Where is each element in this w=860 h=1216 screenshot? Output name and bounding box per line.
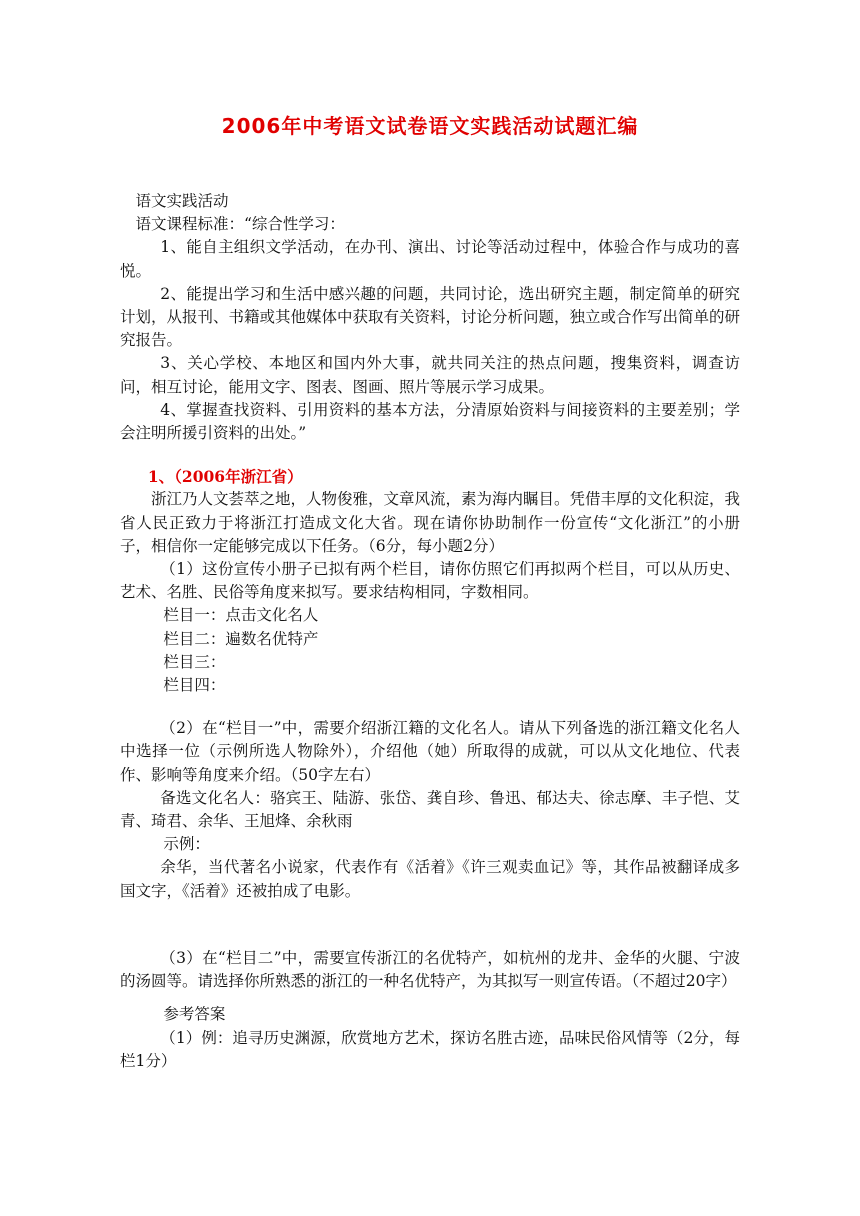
section-passage: 浙江乃人文荟萃之地，人物俊雅，文章风流，素为海内瞩目。凭借丰厚的文化积淀，我省人民正致力于将浙江打造成文化大省。现在请你协助制作一份宣传“文化浙江”的小册子，相信你一定能够完成以下任务。（6分，每小题2分） bbox=[120, 490, 741, 555]
column-1: 栏目一：点击文化名人 bbox=[163, 606, 319, 625]
intro-heading: 语文实践活动 bbox=[135, 192, 229, 210]
example-text: 余华，当代著名小说家，代表作有《活着》《许三观卖血记》等，其作品被翻译成多国文字，《活着》还被拍成了电影。 bbox=[120, 858, 740, 900]
document-body bbox=[120, 190, 740, 1073]
standard-item-3: 3、关心学校、本地区和国内外大事，就共同关注的热点问题，搜集资料，调查访问，相互讨论，能用文字、图表、图画、照片等展示学习成果。 bbox=[120, 354, 740, 396]
answer-1: （1）例：追寻历史渊源，欣赏地方艺术，探访名胜古迹，品味民俗风情等（2分，每栏1分） bbox=[120, 1028, 740, 1070]
standard-item-4: 4、掌握查找资料、引用资料的基本方法，分清原始资料与间接资料的主要差别；学会注明所援引资料的出处。” bbox=[120, 400, 740, 443]
question-2: （2）在“栏目一”中，需要介绍浙江籍的文化名人。请从下列备选的浙江籍文化名人中选择一位（示例所选人物除外），介绍他（她）所取得的成就，可以从文化地位、代表作、影响等角度来介绍。（50字左右） bbox=[120, 719, 740, 784]
column-3: 栏目三： bbox=[163, 652, 226, 671]
column-4: 栏目四： bbox=[163, 676, 226, 695]
question-3: （3）在“栏目二”中，需要宣传浙江的名优特产，如杭州的龙井、金华的火腿、宁波的汤圆等。请选择你所熟悉的浙江的一种名优特产，为其拟写一则宣传语。（不超过20字） bbox=[120, 948, 740, 991]
standard-item-2: 2、能提出学习和生活中感兴趣的问题，共同讨论，选出研究主题，制定简单的研究计划，从报刊、书籍或其他媒体中获取有关资料，讨论分析问题，独立或合作写出简单的研究报告。 bbox=[120, 284, 741, 350]
candidate-list: 备选文化名人：骆宾王、陆游、张岱、龚自珍、鲁迅、郁达夫、徐志摩、丰子恺、艾青、琦君、余华、王旭烽、余秋雨 bbox=[120, 788, 740, 831]
answer-heading: 参考答案 bbox=[163, 1005, 226, 1024]
example-label: 示例： bbox=[163, 835, 210, 854]
standard-line: 语文课程标准：“综合性学习： bbox=[135, 215, 345, 234]
page-title: 2006年中考语文试卷语文实践活动试题汇编 bbox=[221, 114, 639, 138]
section-heading: 1、（2006年浙江省） bbox=[147, 467, 303, 487]
column-2: 栏目二：遍数名优特产 bbox=[163, 629, 319, 648]
standard-item-1: 1、能自主组织文学活动，在办刊、演出、讨论等活动过程中，体验合作与成功的喜悦。 bbox=[120, 238, 740, 280]
question-1: （1）这份宣传小册子已拟有两个栏目，请你仿照它们再拟两个栏目，可以从历史、艺术、名胜、民俗等角度来拟写。要求结构相同，字数相同。 bbox=[120, 560, 740, 602]
